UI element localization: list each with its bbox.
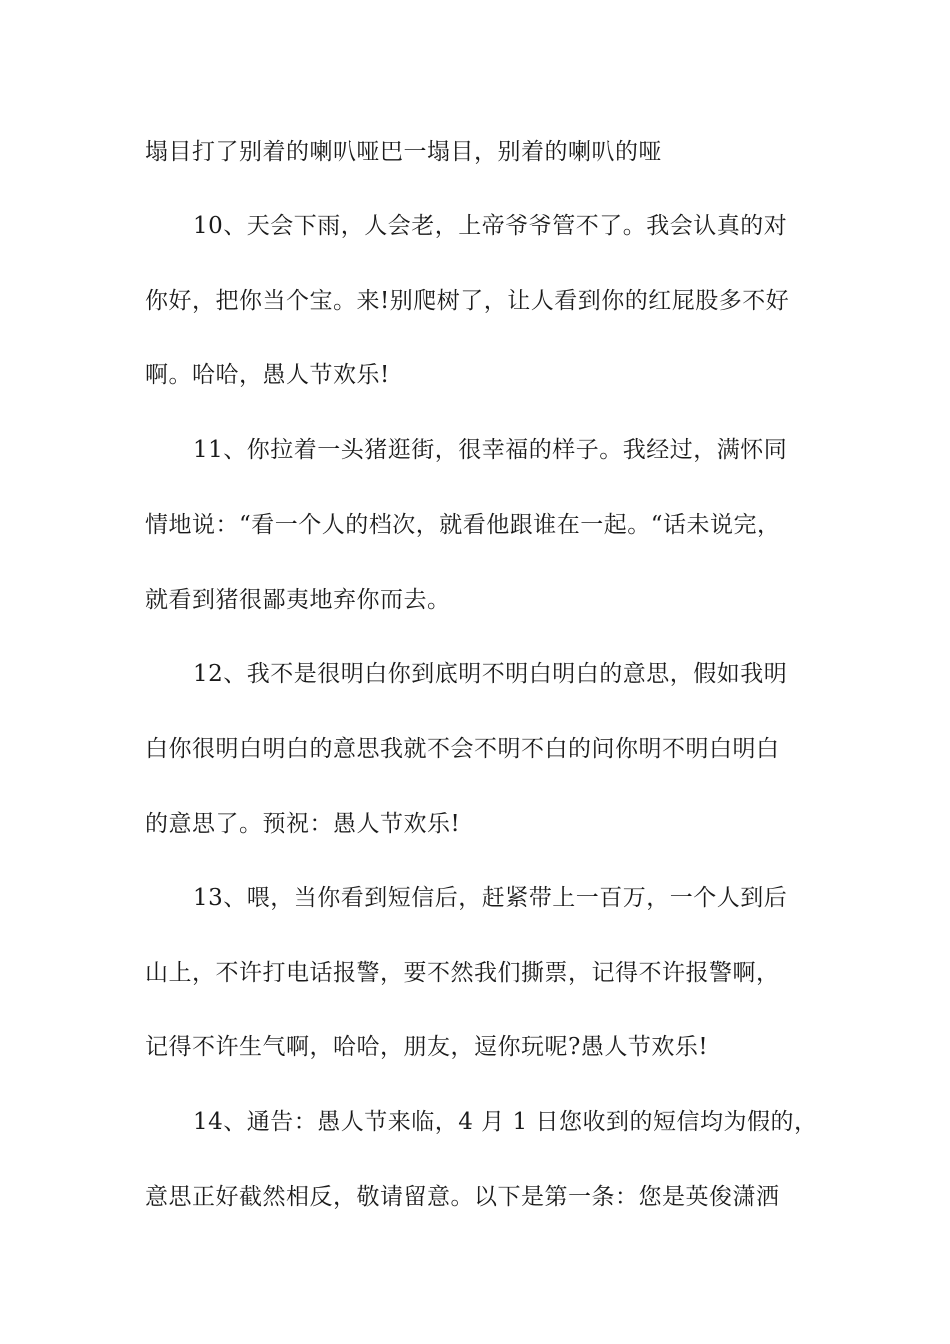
text-line: 就看到猪很鄙夷地弃你而去。 <box>145 587 451 613</box>
text-line: 白你很明白明白的意思我就不会不明不白的问你明不明白明白 <box>145 736 780 762</box>
text-line: 的意思了。预祝：愚人节欢乐! <box>145 811 461 837</box>
text-line: 13、喂，当你看到短信后，赶紧带上一百万，一个人到后 <box>193 885 788 911</box>
text-line: 记得不许生气啊，哈哈，朋友，逗你玩呢?愚人节欢乐! <box>145 1034 709 1060</box>
text-line: 11、你拉着一头猪逛街，很幸福的样子。我经过，满怀同 <box>193 437 788 463</box>
text-line: 意思正好截然相反，敬请留意。以下是第一条：您是英俊潇洒 <box>145 1184 780 1210</box>
text-line: 啊。哈哈，愚人节欢乐! <box>145 362 390 388</box>
text-line: 14、通告：愚人节来临，4 月 1 日您收到的短信均为假的， <box>193 1109 818 1135</box>
text-line: 10、天会下雨，人会老，上帝爷爷管不了。我会认真的对 <box>193 213 788 239</box>
text-line: 塌目打了别着的喇叭哑巴一塌目，别着的喇叭的哑 <box>145 139 662 165</box>
text-line: 12、我不是很明白你到底明不明白明白的意思，假如我明 <box>193 661 788 687</box>
text-line: 山上，不许打电话报警，要不然我们撕票，记得不许报警啊， <box>145 960 780 986</box>
text-line: 情地说：“看一个人的档次，就看他跟谁在一起。“话未说完， <box>145 512 781 538</box>
text-line: 你好，把你当个宝。来!别爬树了，让人看到你的红屁股多不好 <box>145 288 790 314</box>
